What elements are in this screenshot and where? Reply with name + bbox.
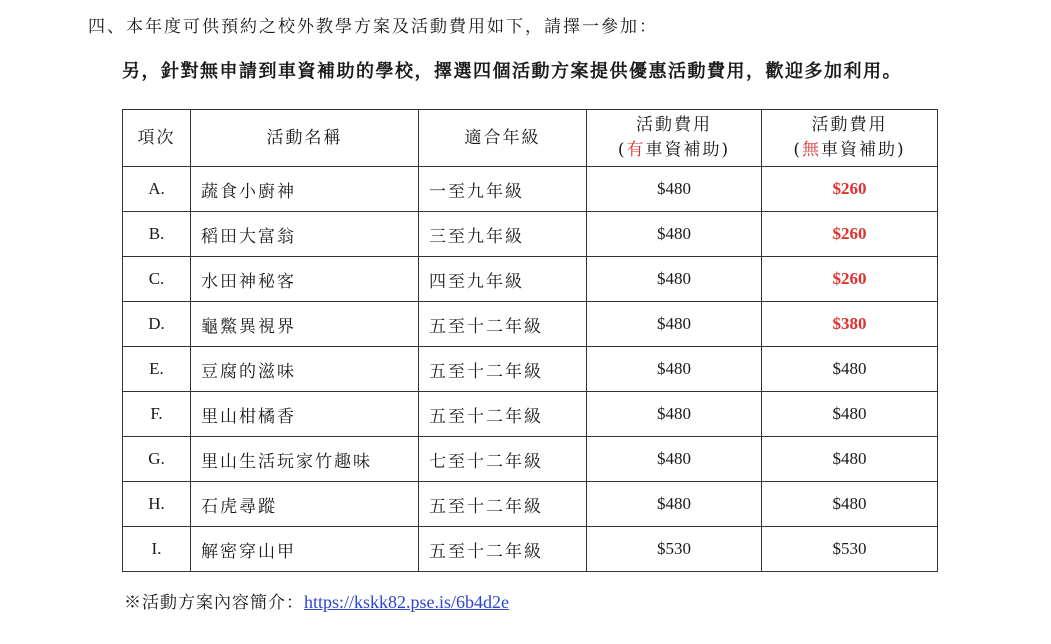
cell-fee-without-subsidy: $260 bbox=[762, 212, 938, 257]
cell-fee-with-subsidy: $480 bbox=[587, 392, 762, 437]
table-row bbox=[123, 347, 938, 392]
cell-item: A. bbox=[123, 167, 191, 212]
cell-grade: 五至十二年級 bbox=[419, 392, 587, 437]
cell-grade: 一至九年級 bbox=[419, 167, 587, 212]
cell-fee-with-subsidy: $480 bbox=[587, 302, 762, 347]
cell-fee-without-subsidy: $480 bbox=[762, 347, 938, 392]
cell-item: I. bbox=[123, 527, 191, 572]
cell-activity-name: 蔬食小廚神 bbox=[191, 167, 419, 212]
header-item: 項次 bbox=[123, 110, 191, 167]
header-fee-with-subsidy-title: 活動費用 bbox=[636, 115, 712, 135]
table-row bbox=[123, 437, 938, 482]
cell-fee-without-subsidy: $480 bbox=[762, 437, 938, 482]
cell-fee-with-subsidy: $480 bbox=[587, 167, 762, 212]
cell-fee-without-subsidy: $380 bbox=[762, 302, 938, 347]
header-fee-with-subsidy-subtitle: (有車資補助) bbox=[617, 140, 731, 160]
cell-activity-name: 里山生活玩家竹趣味 bbox=[191, 437, 419, 482]
without-subsidy-highlight: 無 bbox=[802, 140, 821, 160]
cell-fee-without-subsidy: $260 bbox=[762, 167, 938, 212]
table-header bbox=[123, 110, 938, 167]
cell-fee-with-subsidy: $480 bbox=[587, 257, 762, 302]
cell-fee-with-subsidy: $480 bbox=[587, 437, 762, 482]
header-fee-without-subsidy-subtitle: (無車資補助) bbox=[793, 140, 906, 160]
cell-activity-name: 水田神秘客 bbox=[191, 257, 419, 302]
cell-fee-without-subsidy: $260 bbox=[762, 257, 938, 302]
cell-activity-name: 稻田大富翁 bbox=[191, 212, 419, 257]
footer-label: ※活動方案內容簡介： bbox=[124, 593, 304, 613]
footer-note bbox=[124, 588, 509, 613]
activity-fee-table bbox=[122, 109, 938, 572]
cell-activity-name: 里山柑橘香 bbox=[191, 392, 419, 437]
cell-grade: 五至十二年級 bbox=[419, 482, 587, 527]
table-row bbox=[123, 212, 938, 257]
cell-item: G. bbox=[123, 437, 191, 482]
table-row bbox=[123, 392, 938, 437]
cell-activity-name: 豆腐的滋味 bbox=[191, 347, 419, 392]
header-fee-with-subsidy bbox=[587, 110, 762, 167]
cell-item: E. bbox=[123, 347, 191, 392]
table-row bbox=[123, 302, 938, 347]
header-grade: 適合年級 bbox=[419, 110, 587, 167]
cell-fee-with-subsidy: $480 bbox=[587, 212, 762, 257]
cell-activity-name: 石虎尋蹤 bbox=[191, 482, 419, 527]
cell-fee-without-subsidy: $480 bbox=[762, 482, 938, 527]
section-heading: 四、本年度可供預約之校外教學方案及活動費用如下，請擇一參加： bbox=[88, 17, 658, 37]
header-fee-without-subsidy-title: 活動費用 bbox=[811, 115, 888, 135]
cell-grade: 五至十二年級 bbox=[419, 302, 587, 347]
table-row bbox=[123, 167, 938, 212]
table-row bbox=[123, 527, 938, 572]
cell-grade: 四至九年級 bbox=[419, 257, 587, 302]
cell-activity-name: 龜鱉異視界 bbox=[191, 302, 419, 347]
cell-fee-with-subsidy: $530 bbox=[587, 527, 762, 572]
header-fee-without-subsidy bbox=[762, 110, 938, 167]
cell-item: D. bbox=[123, 302, 191, 347]
discount-note: 另，針對無申請到車資補助的學校，擇選四個活動方案提供優惠活動費用，歡迎多加利用。 bbox=[122, 61, 902, 82]
table-row bbox=[123, 482, 938, 527]
cell-item: C. bbox=[123, 257, 191, 302]
cell-item: F. bbox=[123, 392, 191, 437]
cell-fee-without-subsidy: $530 bbox=[762, 527, 938, 572]
table-body bbox=[123, 167, 938, 572]
cell-item: H. bbox=[123, 482, 191, 527]
cell-fee-without-subsidy: $480 bbox=[762, 392, 938, 437]
cell-item: B. bbox=[123, 212, 191, 257]
cell-grade: 七至十二年級 bbox=[419, 437, 587, 482]
activity-intro-link[interactable]: https://kskk82.pse.is/6b4d2e bbox=[304, 592, 510, 612]
cell-grade: 五至十二年級 bbox=[419, 347, 587, 392]
cell-fee-with-subsidy: $480 bbox=[587, 347, 762, 392]
with-subsidy-highlight: 有 bbox=[626, 140, 646, 160]
cell-grade: 三至九年級 bbox=[419, 212, 587, 257]
cell-activity-name: 解密穿山甲 bbox=[191, 527, 419, 572]
table-row bbox=[123, 257, 938, 302]
cell-grade: 五至十二年級 bbox=[419, 527, 587, 572]
cell-fee-with-subsidy: $480 bbox=[587, 482, 762, 527]
header-activity-name: 活動名稱 bbox=[191, 110, 419, 167]
